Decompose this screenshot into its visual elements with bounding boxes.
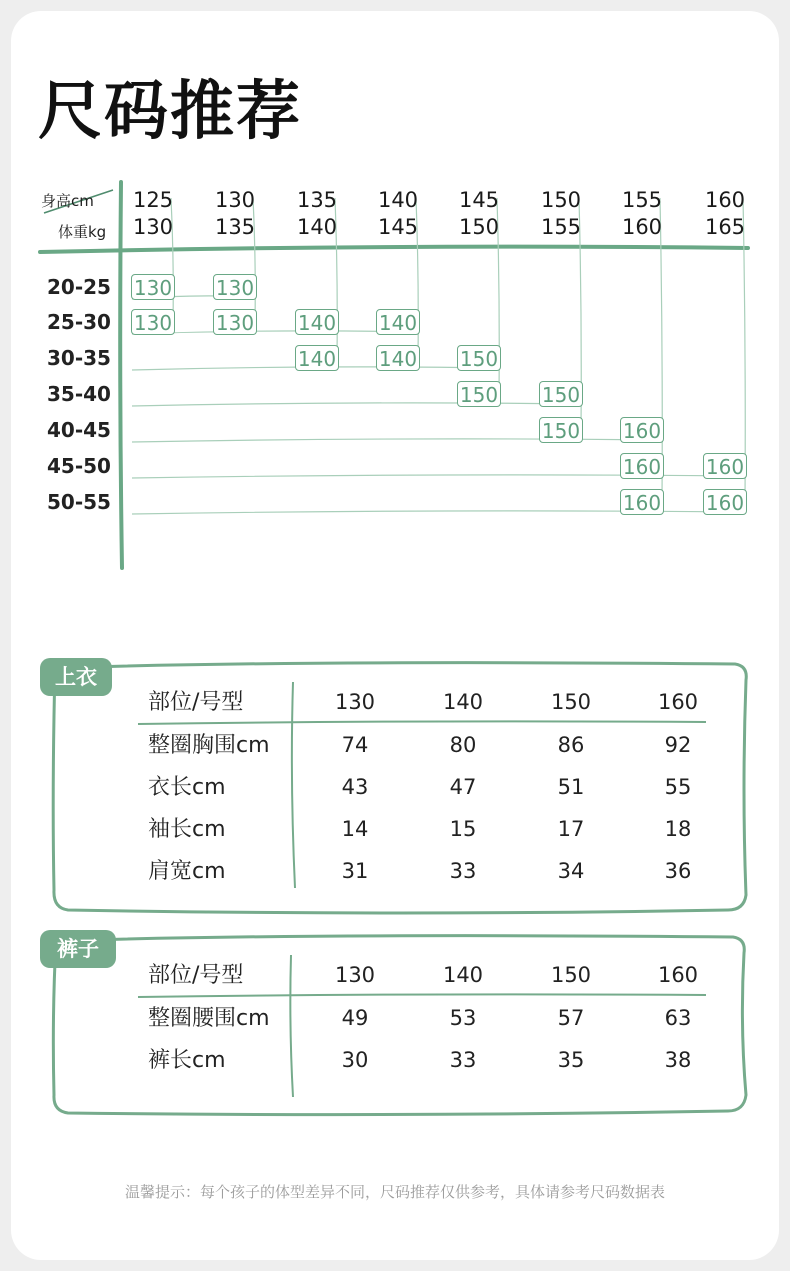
recommended-size-badge: 130	[131, 309, 175, 335]
table-cell-value: 74	[341, 733, 369, 757]
table-cell-value: 38	[664, 1048, 692, 1072]
recommended-size-badge: 140	[376, 345, 420, 371]
table-header-size: 160	[657, 690, 699, 714]
table-cell-value: 17	[557, 817, 585, 841]
pants-table-tag: 裤子	[40, 930, 116, 968]
pants-table-divider	[290, 955, 293, 1097]
recommended-size-badge: 140	[295, 309, 339, 335]
height-range-end: 130	[132, 215, 174, 239]
recommended-size-badge: 160	[703, 489, 747, 515]
table-cell-value: 86	[557, 733, 585, 757]
weight-row-label: 20-25	[47, 275, 111, 299]
height-range-start: 155	[621, 188, 663, 212]
top-table-tag: 上衣	[40, 658, 112, 696]
height-range-start: 150	[540, 188, 582, 212]
height-range-start: 145	[458, 188, 500, 212]
recommended-size-badge: 150	[539, 417, 583, 443]
table-row-label: 整圈腰围cm	[148, 1006, 270, 1031]
table-cell-value: 80	[449, 733, 477, 757]
weight-row-label: 50-55	[47, 490, 111, 514]
footer-note: 温馨提示：每个孩子的体型差异不同，尺码推荐仅供参考，具体请参考尺码数据表	[124, 1183, 665, 1201]
table-cell-value: 33	[449, 859, 477, 883]
table-cell-value: 53	[449, 1006, 477, 1030]
weight-row-label: 25-30	[47, 310, 111, 334]
table-cell-value: 35	[557, 1048, 585, 1072]
weight-row-label: 40-45	[47, 418, 111, 442]
table-cell-value: 43	[341, 775, 369, 799]
table-header-size: 130	[334, 690, 376, 714]
recommended-size-badge: 150	[539, 381, 583, 407]
row-guide-line	[132, 403, 581, 406]
recommended-size-badge: 140	[376, 309, 420, 335]
weight-axis-label: 体重kg	[58, 223, 107, 241]
table-header-size: 140	[442, 690, 484, 714]
weight-row-label: 35-40	[47, 382, 111, 406]
height-axis-label: 身高cm	[41, 192, 94, 210]
table-cell-value: 55	[664, 775, 692, 799]
pants-table-header-line	[138, 994, 706, 997]
height-range-end: 150	[458, 215, 500, 239]
recommended-size-badge: 130	[213, 309, 257, 335]
table-cell-value: 18	[664, 817, 692, 841]
height-range-start: 135	[296, 188, 338, 212]
height-range-start: 130	[214, 188, 256, 212]
matrix-vertical-axis	[120, 182, 122, 568]
table-cell-value: 33	[449, 1048, 477, 1072]
table-cell-value: 14	[341, 817, 369, 841]
table-cell-value: 36	[664, 859, 692, 883]
height-range-end: 140	[296, 215, 338, 239]
height-range-end: 135	[214, 215, 256, 239]
recommended-size-badge: 160	[620, 489, 664, 515]
table-cell-value: 30	[341, 1048, 369, 1072]
table-header-label: 部位/号型	[148, 963, 244, 988]
table-header-size: 150	[550, 963, 592, 987]
table-cell-value: 92	[664, 733, 692, 757]
height-range-end: 145	[377, 215, 419, 239]
table-cell-value: 57	[557, 1006, 585, 1030]
recommended-size-badge: 130	[131, 274, 175, 300]
table-row-label: 肩宽cm	[148, 859, 226, 884]
table-cell-value: 49	[341, 1006, 369, 1030]
table-header-size: 160	[657, 963, 699, 987]
height-range-start: 160	[704, 188, 746, 212]
table-header-label: 部位/号型	[148, 690, 244, 715]
table-cell-value: 31	[341, 859, 369, 883]
recommended-size-badge: 160	[620, 453, 664, 479]
matrix-lines	[0, 0, 790, 600]
height-range-start: 125	[132, 188, 174, 212]
top-table-header-line	[138, 721, 706, 724]
recommended-size-badge: 160	[703, 453, 747, 479]
table-cell-value: 15	[449, 817, 477, 841]
recommended-size-badge: 150	[457, 345, 501, 371]
table-cell-value: 51	[557, 775, 585, 799]
table-header-size: 130	[334, 963, 376, 987]
weight-row-label: 30-35	[47, 346, 111, 370]
table-row-label: 衣长cm	[148, 775, 226, 800]
height-range-end: 160	[621, 215, 663, 239]
recommended-size-badge: 150	[457, 381, 501, 407]
table-row-label: 袖长cm	[148, 817, 226, 842]
height-range-start: 140	[377, 188, 419, 212]
height-range-end: 165	[704, 215, 746, 239]
table-row-label: 整圈胸围cm	[148, 733, 270, 758]
recommended-size-badge: 160	[620, 417, 664, 443]
page-title: 尺码推荐	[38, 75, 302, 149]
table-header-size: 150	[550, 690, 592, 714]
table-cell-value: 63	[664, 1006, 692, 1030]
table-row-label: 裤长cm	[148, 1048, 226, 1073]
recommended-size-badge: 140	[295, 345, 339, 371]
top-table-divider	[292, 682, 295, 888]
table-header-size: 140	[442, 963, 484, 987]
weight-row-label: 45-50	[47, 454, 111, 478]
height-range-end: 155	[540, 215, 582, 239]
recommended-size-badge: 130	[213, 274, 257, 300]
matrix-header-line	[40, 247, 748, 252]
table-cell-value: 34	[557, 859, 585, 883]
table-cell-value: 47	[449, 775, 477, 799]
